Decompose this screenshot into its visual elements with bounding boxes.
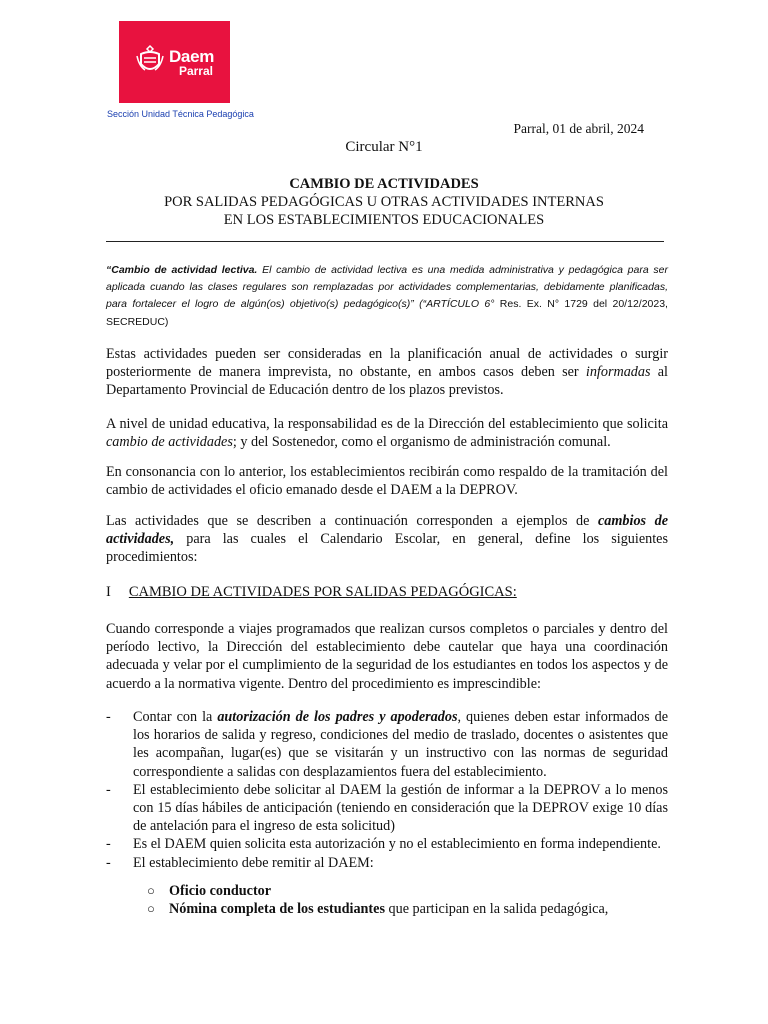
b3-text: Es el DAEM quien solicita esta autorización y no el establecimiento en forma independiente. [133,836,661,853]
b1-emphasis: autorización de los padres y apoderados [217,709,458,725]
legal-quote [106,262,668,331]
p4-text-b: para las cuales el Calendario Escolar, en general, define los siguientes procedimientos: [106,531,668,566]
document-title [0,175,768,229]
documents-sublist [147,882,608,918]
paragraph-2 [106,415,668,451]
b2-text: El establecimiento debe solicitar al DAEM la gestión de informar a la DEPROV a lo menos con 15 días hábiles de anticipación (teniendo en consideración que la DEPROV exige 10 días de antelación para el ingreso de esta solicitud) [133,781,668,835]
s1-text: Oficio conductor [169,883,272,899]
title-line1: CAMBIO DE ACTIVIDADES [289,176,479,192]
circle-bullet-icon: ○ [147,901,155,916]
requirements-list [106,708,668,872]
paragraph-4 [106,512,668,567]
quote-lead: “Cambio de actividad lectiva. [106,264,258,276]
p4-emphasis: cambios de actividades, [106,513,669,548]
paragraph-5: Cuando corresponde a viajes programados que realizan cursos completos o parciales y dentro del período lectivo, la Dirección del establecimiento debe cautelar que haya una coordinación adecuada y velar por el cumplimiento de la seguridad de los estudiantes en todos los aspectos y de acuerdo a la normativa vigente. Dentro del procedimiento es imprescindible: [106,621,668,692]
b1-text-a: Contar con la [133,709,218,725]
quote-body: El cambio de actividad lectiva es una medida administrativa y pedagógica para ser aplicada cuando las clases regulares son remplazadas por actividades complementarias, debidamente planificadas, para fortalecer el logro de algún(os) objetivo(s) pedagógico(s)” [106,264,668,311]
b4-text: El establecimiento debe remitir al DAEM: [133,854,374,871]
s2-text: que participan en la salida pedagógica, [384,901,609,917]
section-title: CAMBIO DE ACTIVIDADES POR SALIDAS PEDAGÓGICAS: [128,584,517,600]
list-item [106,835,668,853]
dash-marker: - [106,781,111,798]
p1-emphasis: informadas [585,364,651,381]
circle-bullet-icon: ○ [147,883,155,898]
sub-list-item [147,900,608,918]
dash-marker: - [106,854,111,871]
list-item [106,708,668,781]
dash-marker: - [106,836,111,853]
list-item [106,854,668,872]
sub-list-item [147,882,608,900]
title-divider [106,241,664,242]
p2-text-b: ; y del Sostenedor, como el organismo de administración comunal. [232,434,611,451]
s2-bold-text: Nómina completa de los estudiantes [169,901,385,917]
logo-line1: Daem [168,46,215,66]
p4-text-a: Las actividades que se describen a continuación corresponden a ejemplos de [106,513,598,529]
paragraph-3: En consonancia con lo anterior, los establecimientos recibirán como respaldo de la tramitación del cambio de actividades el oficio emanado desde el DAEM a la DEPROV. [106,464,668,499]
title-line2: POR SALIDAS PEDAGÓGICAS U OTRAS ACTIVIDADES INTERNAS [164,194,604,210]
section-label: Sección Unidad Técnica Pedagógica [107,109,254,119]
logo-line2: Parral [178,63,213,78]
title-line3: EN LOS ESTABLECIMIENTOS EDUCACIONALES [223,212,545,228]
section-heading [106,584,517,601]
coat-of-arms-icon [135,44,165,81]
quote-ref-italic: (“ARTÍCULO 6° [413,298,495,311]
p2-text-a: A nivel de unidad educativa, la responsabilidad es de la Dirección del establecimiento que solicita [106,416,668,432]
circular-number: Circular N°1 [345,139,423,155]
paragraph-1 [106,345,668,400]
p2-emphasis: cambio de actividades [106,434,233,451]
p1-text-b: al Departamento Provincial de Educación dentro de los plazos previstos. [106,364,668,399]
section-number: I [106,584,111,600]
daem-logo [119,21,230,103]
quote-ref: Res. Ex. N° 1729 del 20/12/2023, SECREDUC) [106,298,668,328]
b1-text-b: , quienes deben estar informados de los horarios de salida y regreso, condiciones del medio de traslado, docentes o asistentes que les acompañan, lugar(es) que se visitarán y un instructivo con las normas de seguridad correspondiente a salidas con desplazamientos fuera del establecimiento. [133,709,669,780]
dash-marker: - [106,709,111,725]
list-item [106,781,668,836]
p1-text-a: Estas actividades pueden ser consideradas en la planificación anual de actividades o surgir posteriormente de manera imprevista, no obstante, en ambos casos deben ser [106,346,668,381]
document-date: Parral, 01 de abril, 2024 [513,121,644,136]
